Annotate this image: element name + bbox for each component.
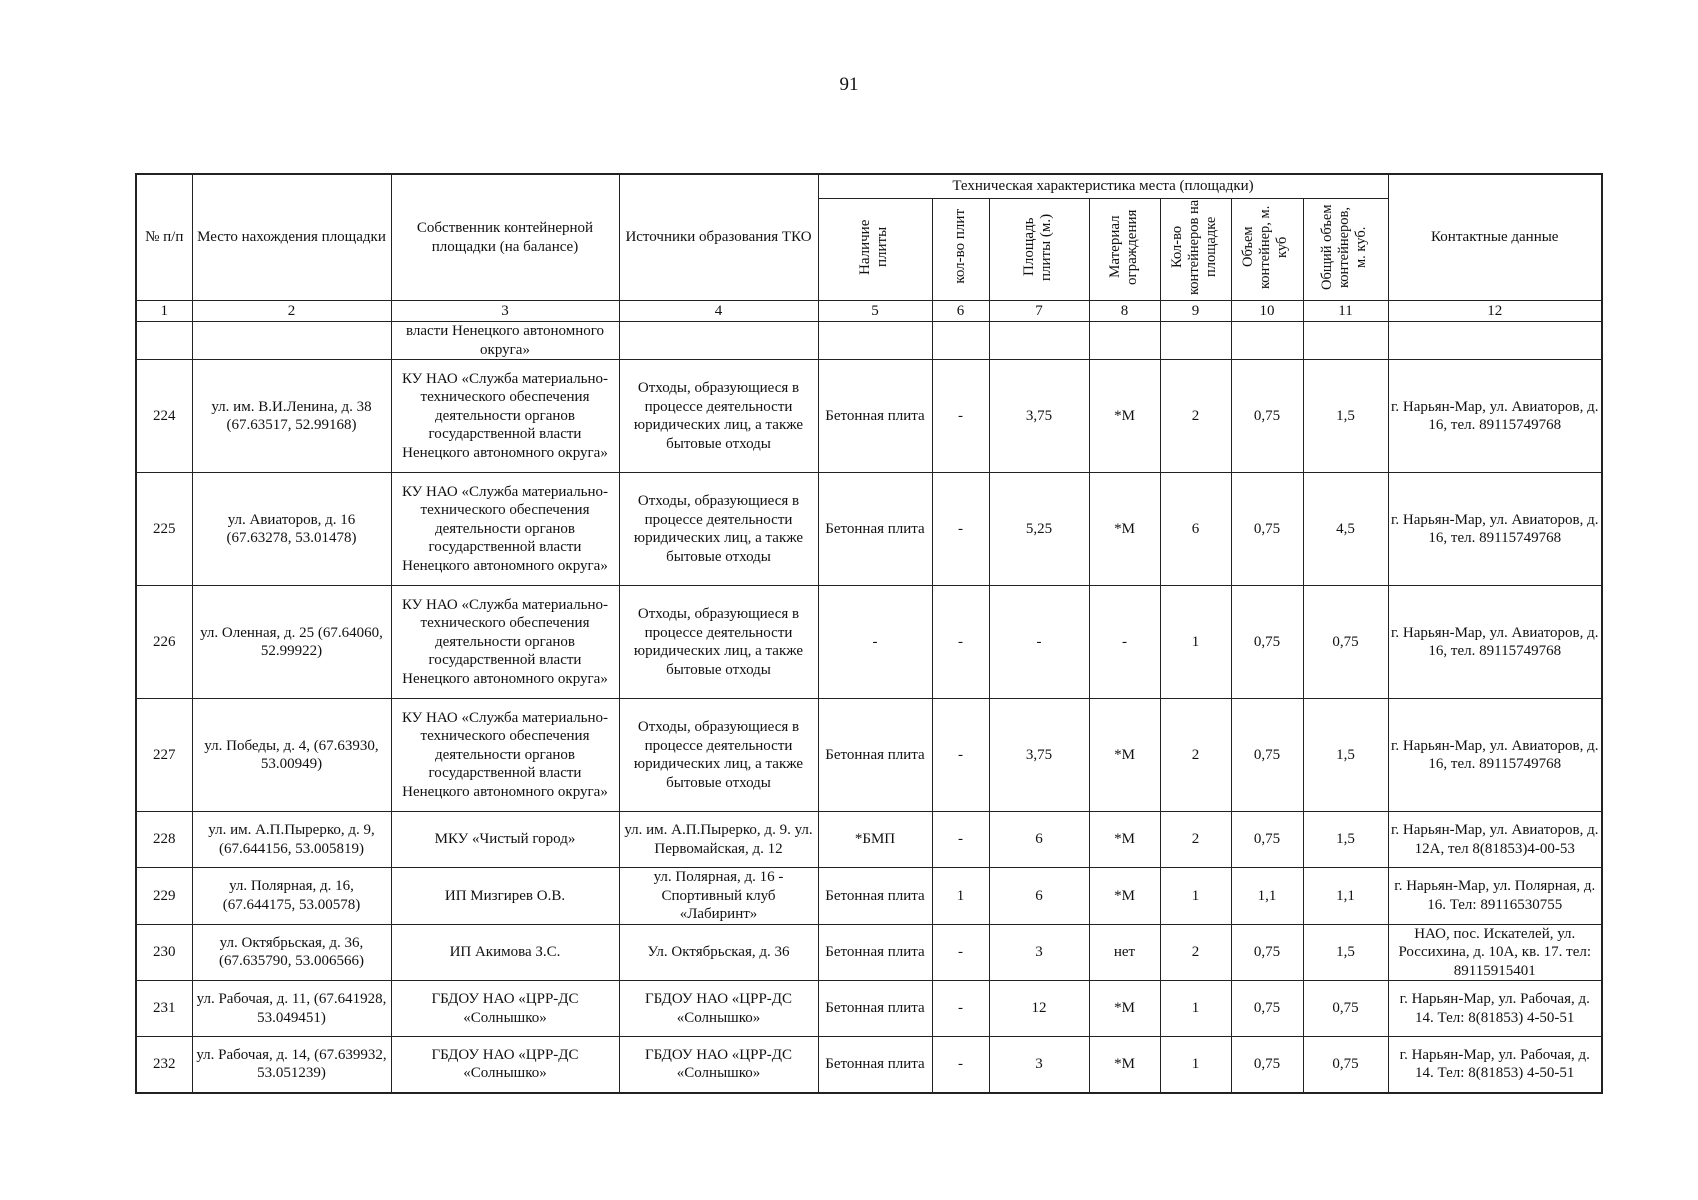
cell-location: ул. Рабочая, д. 14, (67.639932, 53.051239) bbox=[192, 1037, 391, 1093]
cell-location: ул. им. В.И.Ленина, д. 38 (67.63517, 52.99168) bbox=[192, 360, 391, 473]
cell-fence: *М bbox=[1089, 360, 1160, 473]
cell-plate: Бетонная плита bbox=[818, 868, 932, 925]
column-number: 1 bbox=[136, 301, 192, 322]
header-location: Место нахождения площадки bbox=[192, 174, 391, 301]
cell-total: 0,75 bbox=[1303, 1037, 1388, 1093]
registry-table-wrap bbox=[135, 173, 1603, 1094]
cell-plate-count: - bbox=[932, 924, 989, 981]
header-num: № п/п bbox=[136, 174, 192, 301]
cell-fence bbox=[1089, 322, 1160, 360]
cell-owner: ГБДОУ НАО «ЦРР-ДС «Солнышко» bbox=[391, 1037, 619, 1093]
cell-owner: ГБДОУ НАО «ЦРР-ДС «Солнышко» bbox=[391, 981, 619, 1037]
cell-area: - bbox=[989, 586, 1089, 699]
cell-num: 225 bbox=[136, 473, 192, 586]
cell-volume: 0,75 bbox=[1231, 699, 1303, 812]
cell-containers bbox=[1160, 322, 1231, 360]
cell-sources bbox=[619, 322, 818, 360]
cell-plate: Бетонная плита bbox=[818, 360, 932, 473]
cell-containers: 6 bbox=[1160, 473, 1231, 586]
cell-plate: Бетонная плита bbox=[818, 924, 932, 981]
cell-containers: 2 bbox=[1160, 812, 1231, 868]
cell-fence: *М bbox=[1089, 868, 1160, 925]
cell-sources: Отходы, образующиеся в процессе деятельности юридических лиц, а также бытовые отходы bbox=[619, 360, 818, 473]
header-container-count bbox=[1160, 198, 1231, 301]
table-row bbox=[136, 360, 1602, 473]
header-contacts: Контактные данные bbox=[1388, 174, 1602, 301]
cell-contacts: г. Нарьян-Мар, ул. Авиаторов, д. 16, тел. 89115749768 bbox=[1388, 473, 1602, 586]
cell-sources: Отходы, образующиеся в процессе деятельности юридических лиц, а также бытовые отходы bbox=[619, 699, 818, 812]
cell-owner: власти Ненецкого автономного округа» bbox=[391, 322, 619, 360]
cell-containers: 1 bbox=[1160, 981, 1231, 1037]
cell-contacts: НАО, пос. Искателей, ул. Россихина, д. 10А, кв. 17. тел: 89115915401 bbox=[1388, 924, 1602, 981]
cell-owner: КУ НАО «Служба материально-технического обеспечения деятельности органов государственной власти Ненецкого автономного округа» bbox=[391, 699, 619, 812]
header-tech-group: Техническая характеристика места (площадки) bbox=[818, 174, 1388, 198]
cell-owner: КУ НАО «Служба материально-технического обеспечения деятельности органов государственной власти Ненецкого автономного округа» bbox=[391, 586, 619, 699]
cell-containers: 2 bbox=[1160, 924, 1231, 981]
page-number: 91 bbox=[839, 74, 859, 95]
cell-sources: Отходы, образующиеся в процессе деятельности юридических лиц, а также бытовые отходы bbox=[619, 586, 818, 699]
cell-area: 3,75 bbox=[989, 360, 1089, 473]
cell-owner: ИП Акимова З.С. bbox=[391, 924, 619, 981]
cell-area: 6 bbox=[989, 868, 1089, 925]
header-container-count-text: Кол-во контейнеров на площадке bbox=[1168, 198, 1219, 295]
cell-num: 224 bbox=[136, 360, 192, 473]
header-total-volume-text: Общий объем контейнеров, м. куб. bbox=[1318, 203, 1369, 290]
column-number: 8 bbox=[1089, 301, 1160, 322]
cell-num: 231 bbox=[136, 981, 192, 1037]
column-number: 10 bbox=[1231, 301, 1303, 322]
cell-containers: 1 bbox=[1160, 868, 1231, 925]
cell-num: 226 bbox=[136, 586, 192, 699]
cell-num bbox=[136, 322, 192, 360]
column-number: 7 bbox=[989, 301, 1089, 322]
cell-volume: 0,75 bbox=[1231, 981, 1303, 1037]
cell-plate-count: - bbox=[932, 360, 989, 473]
cell-volume bbox=[1231, 322, 1303, 360]
cell-total: 1,5 bbox=[1303, 924, 1388, 981]
cell-location: ул. Октябрьская, д. 36, (67.635790, 53.006566) bbox=[192, 924, 391, 981]
cell-num: 229 bbox=[136, 868, 192, 925]
header-fence bbox=[1089, 198, 1160, 301]
cell-plate-count: - bbox=[932, 1037, 989, 1093]
cell-fence: *М bbox=[1089, 699, 1160, 812]
cell-volume: 0,75 bbox=[1231, 586, 1303, 699]
cell-containers: 1 bbox=[1160, 1037, 1231, 1093]
cell-containers: 1 bbox=[1160, 586, 1231, 699]
cell-total: 0,75 bbox=[1303, 981, 1388, 1037]
cell-volume: 0,75 bbox=[1231, 360, 1303, 473]
cell-num: 230 bbox=[136, 924, 192, 981]
cell-contacts: г. Нарьян-Мар, ул. Рабочая, д. 14. Тел: 8(81853) 4-50-51 bbox=[1388, 1037, 1602, 1093]
cell-fence: *М bbox=[1089, 981, 1160, 1037]
cell-area bbox=[989, 322, 1089, 360]
cell-plate-count: - bbox=[932, 812, 989, 868]
cell-plate-count: - bbox=[932, 586, 989, 699]
cell-total: 1,5 bbox=[1303, 360, 1388, 473]
table-row bbox=[136, 586, 1602, 699]
table-row bbox=[136, 473, 1602, 586]
cell-volume: 0,75 bbox=[1231, 1037, 1303, 1093]
registry-table bbox=[135, 173, 1603, 1094]
table-row bbox=[136, 868, 1602, 925]
cell-contacts: г. Нарьян-Мар, ул. Полярная, д. 16. Тел: 89116530755 bbox=[1388, 868, 1602, 925]
cell-containers: 2 bbox=[1160, 699, 1231, 812]
cell-area: 3 bbox=[989, 924, 1089, 981]
cell-sources: ГБДОУ НАО «ЦРР-ДС «Солнышко» bbox=[619, 981, 818, 1037]
cell-area: 5,25 bbox=[989, 473, 1089, 586]
cell-plate: Бетонная плита bbox=[818, 699, 932, 812]
column-number-row bbox=[136, 301, 1602, 322]
cell-area: 12 bbox=[989, 981, 1089, 1037]
cell-sources: ул. им. А.П.Пырерко, д. 9. ул. Первомайская, д. 12 bbox=[619, 812, 818, 868]
header-sources: Источники образования ТКО bbox=[619, 174, 818, 301]
cell-location: ул. Победы, д. 4, (67.63930, 53.00949) bbox=[192, 699, 391, 812]
cell-total: 1,5 bbox=[1303, 812, 1388, 868]
column-number: 4 bbox=[619, 301, 818, 322]
cell-sources: Отходы, образующиеся в процессе деятельности юридических лиц, а также бытовые отходы bbox=[619, 473, 818, 586]
column-number: 2 bbox=[192, 301, 391, 322]
header-plate-area-text: Площадь плиты (м.) bbox=[1021, 212, 1054, 281]
cell-fence: - bbox=[1089, 586, 1160, 699]
cell-location: ул. им. А.П.Пырерко, д. 9, (67.644156, 53.005819) bbox=[192, 812, 391, 868]
cell-volume: 0,75 bbox=[1231, 473, 1303, 586]
header-plate-area bbox=[989, 198, 1089, 301]
cell-fence: *М bbox=[1089, 1037, 1160, 1093]
cell-location: ул. Авиаторов, д. 16 (67.63278, 53.01478) bbox=[192, 473, 391, 586]
header-plate-count-text: кол-во плит bbox=[952, 209, 968, 284]
cell-total: 0,75 bbox=[1303, 586, 1388, 699]
cell-location bbox=[192, 322, 391, 360]
cell-sources: Ул. Октябрьская, д. 36 bbox=[619, 924, 818, 981]
cell-contacts bbox=[1388, 322, 1602, 360]
header-owner: Собственник контейнерной площадки (на балансе) bbox=[391, 174, 619, 301]
table-row bbox=[136, 924, 1602, 981]
cell-volume: 0,75 bbox=[1231, 812, 1303, 868]
table-row bbox=[136, 981, 1602, 1037]
cell-plate: Бетонная плита bbox=[818, 1037, 932, 1093]
cell-num: 227 bbox=[136, 699, 192, 812]
header-container-volume bbox=[1231, 198, 1303, 301]
cell-contacts: г. Нарьян-Мар, ул. Авиаторов, д. 16, тел. 89115749768 bbox=[1388, 586, 1602, 699]
cell-total: 1,5 bbox=[1303, 699, 1388, 812]
cell-plate-count: 1 bbox=[932, 868, 989, 925]
header-fence-text: Материал ограждения bbox=[1106, 208, 1140, 285]
header-plate bbox=[818, 198, 932, 301]
cell-num: 232 bbox=[136, 1037, 192, 1093]
cell-containers: 2 bbox=[1160, 360, 1231, 473]
table-row bbox=[136, 1037, 1602, 1093]
table-row bbox=[136, 699, 1602, 812]
table-row-continuation bbox=[136, 322, 1602, 360]
cell-plate: *БМП bbox=[818, 812, 932, 868]
column-number: 11 bbox=[1303, 301, 1388, 322]
column-number: 3 bbox=[391, 301, 619, 322]
cell-fence: *М bbox=[1089, 812, 1160, 868]
cell-plate-count: - bbox=[932, 981, 989, 1037]
column-number: 9 bbox=[1160, 301, 1231, 322]
cell-plate-count bbox=[932, 322, 989, 360]
cell-num: 228 bbox=[136, 812, 192, 868]
header-plate-text: Наличие плиты bbox=[857, 218, 890, 275]
cell-contacts: г. Нарьян-Мар, ул. Авиаторов, д. 12А, тел 8(81853)4-00-53 bbox=[1388, 812, 1602, 868]
cell-total: 4,5 bbox=[1303, 473, 1388, 586]
header-container-volume-text: Объем контейнер, м. куб bbox=[1240, 204, 1290, 289]
column-number: 6 bbox=[932, 301, 989, 322]
cell-area: 3,75 bbox=[989, 699, 1089, 812]
cell-area: 6 bbox=[989, 812, 1089, 868]
cell-plate-count: - bbox=[932, 699, 989, 812]
cell-contacts: г. Нарьян-Мар, ул. Рабочая, д. 14. Тел: 8(81853) 4-50-51 bbox=[1388, 981, 1602, 1037]
cell-plate: Бетонная плита bbox=[818, 473, 932, 586]
cell-sources: ул. Полярная, д. 16 - Спортивный клуб «Лабиринт» bbox=[619, 868, 818, 925]
cell-contacts: г. Нарьян-Мар, ул. Авиаторов, д. 16, тел. 89115749768 bbox=[1388, 360, 1602, 473]
cell-total: 1,1 bbox=[1303, 868, 1388, 925]
cell-volume: 0,75 bbox=[1231, 924, 1303, 981]
column-number: 5 bbox=[818, 301, 932, 322]
table-body bbox=[136, 322, 1602, 1093]
cell-location: ул. Рабочая, д. 11, (67.641928, 53.049451) bbox=[192, 981, 391, 1037]
table-row bbox=[136, 812, 1602, 868]
column-number: 12 bbox=[1388, 301, 1602, 322]
cell-plate-count: - bbox=[932, 473, 989, 586]
cell-owner: КУ НАО «Служба материально-технического обеспечения деятельности органов государственной власти Ненецкого автономного округа» bbox=[391, 473, 619, 586]
cell-owner: КУ НАО «Служба материально-технического обеспечения деятельности органов государственной власти Ненецкого автономного округа» bbox=[391, 360, 619, 473]
header-plate-count bbox=[932, 198, 989, 301]
cell-owner: МКУ «Чистый город» bbox=[391, 812, 619, 868]
cell-total bbox=[1303, 322, 1388, 360]
cell-sources: ГБДОУ НАО «ЦРР-ДС «Солнышко» bbox=[619, 1037, 818, 1093]
cell-plate: Бетонная плита bbox=[818, 981, 932, 1037]
cell-location: ул. Полярная, д. 16, (67.644175, 53.00578) bbox=[192, 868, 391, 925]
cell-plate: - bbox=[818, 586, 932, 699]
cell-contacts: г. Нарьян-Мар, ул. Авиаторов, д. 16, тел. 89115749768 bbox=[1388, 699, 1602, 812]
cell-area: 3 bbox=[989, 1037, 1089, 1093]
cell-fence: *М bbox=[1089, 473, 1160, 586]
cell-fence: нет bbox=[1089, 924, 1160, 981]
cell-location: ул. Оленная, д. 25 (67.64060, 52.99922) bbox=[192, 586, 391, 699]
cell-plate bbox=[818, 322, 932, 360]
header-total-volume bbox=[1303, 198, 1388, 301]
cell-owner: ИП Мизгирев О.В. bbox=[391, 868, 619, 925]
cell-volume: 1,1 bbox=[1231, 868, 1303, 925]
